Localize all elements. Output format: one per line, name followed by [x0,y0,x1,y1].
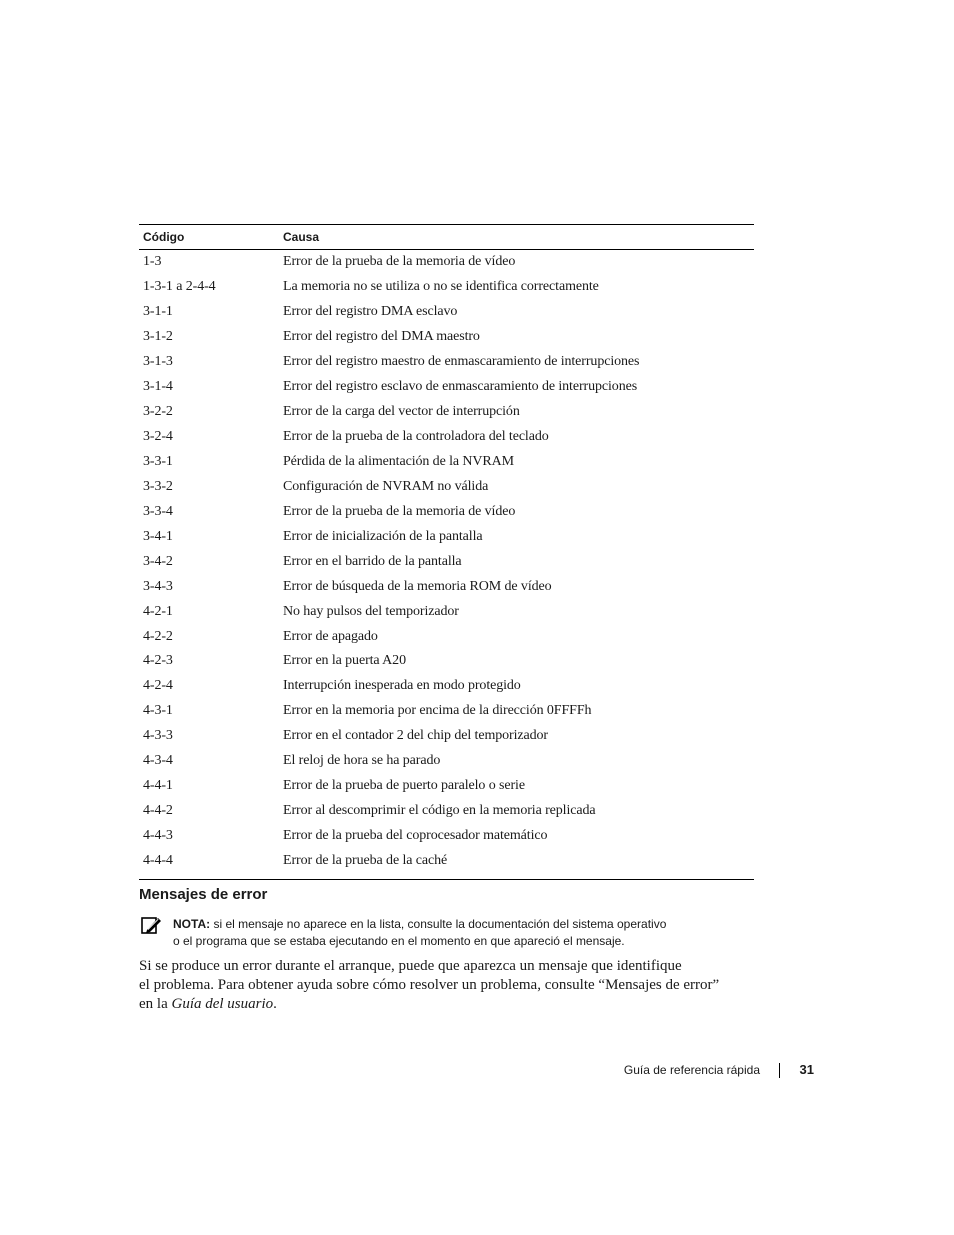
row-code: 4-3-3 [143,728,173,744]
row-cause: Error de inicialización de la pantalla [283,528,483,544]
row-code: 3-1-3 [143,354,173,370]
table-row [139,425,754,450]
row-cause: Error de la prueba de puerto paralelo o serie [283,778,525,794]
row-code: 4-4-3 [143,828,173,844]
row-code: 3-1-4 [143,379,173,395]
table-row [139,674,754,699]
row-cause: Error de la prueba de la memoria de vídeo [283,254,516,270]
row-code: 3-3-4 [143,503,173,519]
table-row [139,350,754,375]
row-code: 1-3 [143,254,162,270]
table-row [139,824,754,849]
table-row [139,724,754,749]
row-cause: Error de la prueba de la memoria de vídeo [283,503,516,519]
row-cause: Error de búsqueda de la memoria ROM de vídeo [283,578,552,594]
row-code: 3-4-1 [143,528,173,544]
row-cause: Error del registro del DMA maestro [283,329,480,345]
table-row [139,250,754,275]
table-row [139,624,754,649]
table-row [139,699,754,724]
row-cause: Error del registro DMA esclavo [283,304,458,320]
row-code: 1-3-1 a 2-4-4 [143,279,216,295]
row-cause: Error de apagado [283,628,378,644]
table-row [139,474,754,499]
table-row [139,574,754,599]
row-cause: Error en el barrido de la pantalla [283,553,462,569]
row-code: 3-4-2 [143,553,173,569]
user-guide-title: Guía del usuario [171,996,274,1012]
footer-separator [779,1063,780,1078]
row-code: 4-2-3 [143,653,173,669]
row-code: 3-2-2 [143,404,173,420]
table-row [139,599,754,624]
row-cause: Error de la prueba de la controladora del teclado [283,429,549,445]
row-code: 3-4-3 [143,578,173,594]
row-cause: Pérdida de la alimentación de la NVRAM [283,453,515,469]
row-cause: Error de la prueba de la caché [283,852,448,868]
row-cause: La memoria no se utiliza o no se identifica correctamente [283,279,599,295]
row-code: 4-3-4 [143,753,173,769]
row-cause: Error del registro maestro de enmascaramiento de interrupciones [283,354,640,370]
row-cause: Error de la carga del vector de interrupción [283,404,520,420]
table-row [139,400,754,425]
body-paragraph: Si se produce un error durante el arranque, puede que aparezca un mensaje que identifique el problema. Para obtener ayuda sobre cómo resolver un problema, consulte “Mensajes de error” en la Guía del usuario. [139,958,720,1012]
row-code: 4-2-2 [143,628,173,644]
row-cause: Error en el contador 2 del chip del temporizador [283,728,548,744]
row-cause: No hay pulsos del temporizador [283,603,459,619]
table-row [139,450,754,475]
row-code: 3-1-2 [143,329,173,345]
table-row [139,774,754,799]
table-row [139,849,754,874]
row-cause: Configuración de NVRAM no válida [283,478,489,494]
row-cause: Error en la memoria por encima de la dirección 0FFFFh [283,703,592,719]
row-cause: Interrupción inesperada en modo protegido [283,678,521,694]
table-row [139,549,754,574]
table-row [139,300,754,325]
note-line-1: NOTA: si el mensaje no aparece en la lista, consulte la documentación del sistema operativo [173,917,667,931]
row-code: 4-4-4 [143,852,173,868]
section-title: Mensajes de error [139,886,268,903]
row-cause: El reloj de hora se ha parado [283,753,441,769]
note-label: NOTA: [173,917,211,931]
row-code: 3-2-4 [143,429,173,445]
row-code: 4-4-2 [143,803,173,819]
note-text [173,916,733,950]
row-code: 4-4-1 [143,778,173,794]
row-code: 3-3-2 [143,478,173,494]
table-row [139,275,754,300]
table-row [139,649,754,674]
table-row [139,749,754,774]
header-code: Código [143,230,185,244]
table-row [139,375,754,400]
row-cause: Error del registro esclavo de enmascaramiento de interrupciones [283,379,638,395]
table-row [139,799,754,824]
row-cause: Error al descomprimir el código en la memoria replicada [283,803,596,819]
table-header [139,225,754,250]
footer-title: Guía de referencia rápida [623,1063,760,1077]
page-number: 31 [799,1062,814,1077]
note-line-2: o el programa que se estaba ejecutando en el momento en que apareció el mensaje. [173,934,625,948]
row-code: 3-3-1 [143,453,173,469]
row-cause: Error en la puerta A20 [283,653,406,669]
table-row [139,524,754,549]
row-code: 4-2-4 [143,678,173,694]
row-code: 4-2-1 [143,603,173,619]
row-cause: Error de la prueba del coprocesador matemático [283,828,548,844]
row-code: 3-1-1 [143,304,173,320]
table-body [139,250,754,879]
page-footer [560,1061,814,1081]
error-code-table [139,224,754,880]
pencil-note-icon [141,916,162,935]
table-row [139,499,754,524]
header-cause: Causa [283,230,320,244]
table-row [139,325,754,350]
row-code: 4-3-1 [143,703,173,719]
